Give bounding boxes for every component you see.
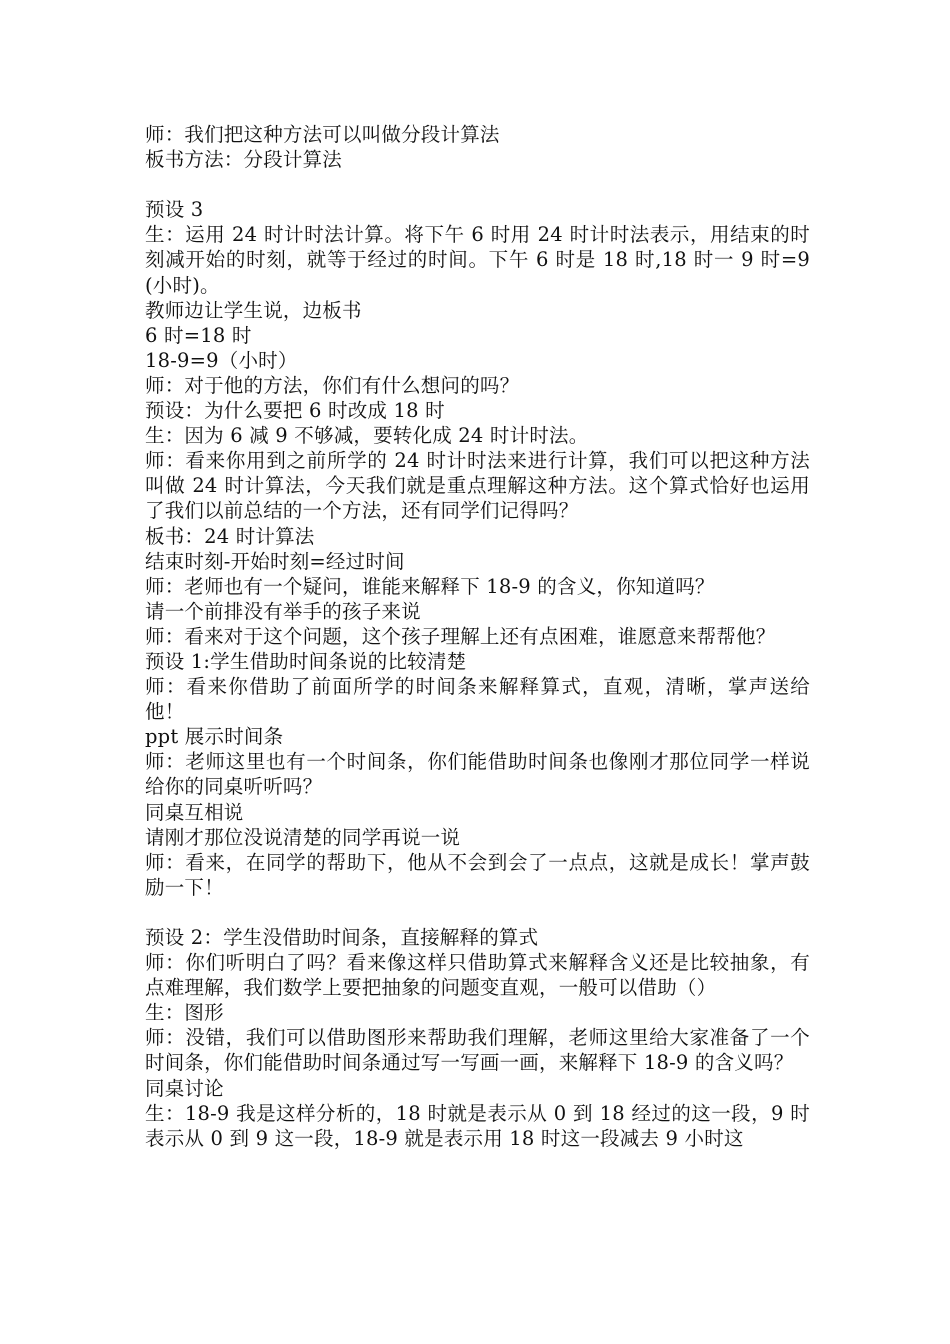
paragraph: 18-9=9（小时） bbox=[145, 348, 298, 372]
paragraph: 生：运用 24 时计时法计算。将下午 6 时用 24 时计时法表示，用结束的时刻减开始的时刻，就等于经过的时间。下午 6 时是 18 时,18 时一 9 时=9(小时)。 bbox=[145, 223, 810, 297]
blank-line bbox=[145, 172, 810, 197]
paragraph: 师：你们听明白了吗？看来像这样只借助算式来解释含义还是比较抽象，有点难理解，我们数学上要把抽象的问题变直观，一般可以借助（） bbox=[145, 951, 810, 1000]
document-page bbox=[145, 122, 810, 1151]
paragraph: 师：看来你借助了前面所学的时间条来解释算式，直观，清晰，掌声送给他！ bbox=[145, 675, 810, 724]
paragraph: 教师边让学生说，边板书 bbox=[145, 298, 362, 322]
paragraph: 板书方法：分段计算法 bbox=[145, 148, 343, 172]
paragraph: 生：因为 6 减 9 不够减，要转化成 24 时计时法。 bbox=[145, 424, 589, 448]
paragraph: 师：看来你用到之前所学的 24 时计时法来进行计算，我们可以把这种方法叫做 24 时计算法，今天我们就是重点理解这种方法。这个算式恰好也运用了我们以前总结的一个方法，还有同学们记得吗？ bbox=[145, 449, 810, 523]
paragraph: 师：我们把这种方法可以叫做分段计算法 bbox=[145, 123, 500, 146]
paragraph: 预设：为什么要把 6 时改成 18 时 bbox=[145, 399, 445, 423]
paragraph: 板书：24 时计算法 bbox=[145, 524, 315, 548]
paragraph: 预设 1:学生借助时间条说的比较清楚 bbox=[145, 649, 467, 673]
paragraph: 生：图形 bbox=[145, 1001, 224, 1025]
paragraph: 请一个前排没有举手的孩子来说 bbox=[145, 599, 421, 623]
paragraph: 师：看来，在同学的帮助下，他从不会到会了一点点，这就是成长！掌声鼓励一下！ bbox=[145, 850, 810, 899]
paragraph: 师：看来对于这个问题，这个孩子理解上还有点困难，谁愿意来帮帮他？ bbox=[145, 624, 776, 648]
blank-line bbox=[145, 900, 810, 925]
paragraph: 6 时=18 时 bbox=[145, 323, 252, 347]
paragraph: 预设 2：学生没借助时间条，直接解释的算式 bbox=[145, 926, 539, 949]
paragraph: 师：对于他的方法，你们有什么想问的吗？ bbox=[145, 373, 520, 397]
paragraph: 请刚才那位没说清楚的同学再说一说 bbox=[145, 825, 461, 849]
paragraph: 师：老师这里也有一个时间条，你们能借助时间条也像刚才那位同学一样说给你的同桌听听吗？ bbox=[145, 750, 810, 799]
paragraph: 生：18-9 我是这样分析的，18 时就是表示从 0 到 18 经过的这一段，9 时表示从 0 到 9 这一段，18-9 就是表示用 18 时这一段减去 9 小时这 bbox=[145, 1101, 810, 1150]
paragraph: 同桌互相说 bbox=[145, 800, 244, 824]
paragraph: 同桌讨论 bbox=[145, 1076, 224, 1100]
paragraph: 结束时刻-开始时刻=经过时间 bbox=[145, 549, 405, 573]
paragraph: ppt 展示时间条 bbox=[145, 725, 284, 749]
paragraph: 师：没错，我们可以借助图形来帮助我们理解，老师这里给大家准备了一个时间条，你们能借助时间条通过写一写画一画，来解释下 18-9 的含义吗？ bbox=[145, 1026, 810, 1075]
paragraph: 预设 3 bbox=[145, 198, 204, 222]
paragraph: 师：老师也有一个疑问，谁能来解释下 18-9 的含义，你知道吗？ bbox=[145, 574, 715, 598]
